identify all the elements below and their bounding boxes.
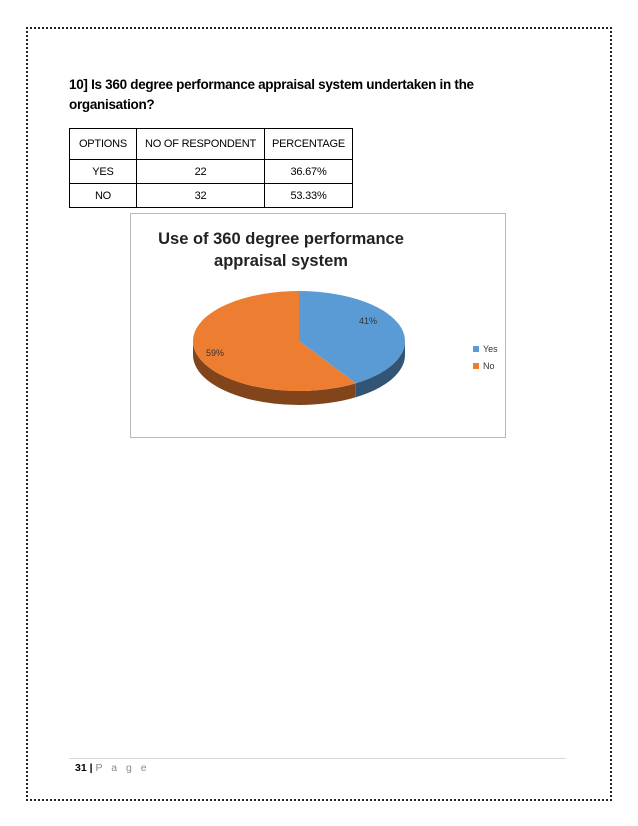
table-cell: 36.67% [265, 160, 353, 184]
table-header: PERCENTAGE [265, 129, 353, 160]
table-row [70, 160, 353, 184]
legend-label: No [483, 360, 495, 371]
table-cell: 53.33% [265, 184, 353, 208]
chart-legend [473, 340, 498, 374]
legend-swatch [473, 363, 479, 369]
page-number: 31 [75, 762, 87, 774]
table-cell: YES [70, 160, 137, 184]
data-label-no: 59% [205, 348, 225, 358]
page-label: P a g e [95, 762, 150, 774]
table-header-row [70, 129, 353, 160]
data-label-yes: 41% [358, 316, 378, 326]
legend-label: Yes [483, 343, 498, 354]
table-row [70, 184, 353, 208]
pie-chart-canvas [131, 214, 505, 437]
footer-divider [69, 758, 566, 759]
table-cell: 32 [137, 184, 265, 208]
page-footer [75, 762, 150, 774]
pie-chart [130, 213, 506, 438]
table-cell: 22 [137, 160, 265, 184]
table-cell: NO [70, 184, 137, 208]
footer-separator: | [89, 762, 93, 774]
legend-item-no [473, 357, 498, 374]
chart-title: Use of 360 degree performance appraisal system [158, 230, 404, 270]
table-header: NO OF RESPONDENT [137, 129, 265, 160]
legend-item-yes [473, 340, 498, 357]
question-text: 10] Is 360 degree performance appraisal system undertaken in the organisation? [69, 77, 474, 112]
table-header: OPTIONS [70, 129, 137, 160]
legend-swatch [473, 346, 479, 352]
results-table [69, 128, 353, 208]
